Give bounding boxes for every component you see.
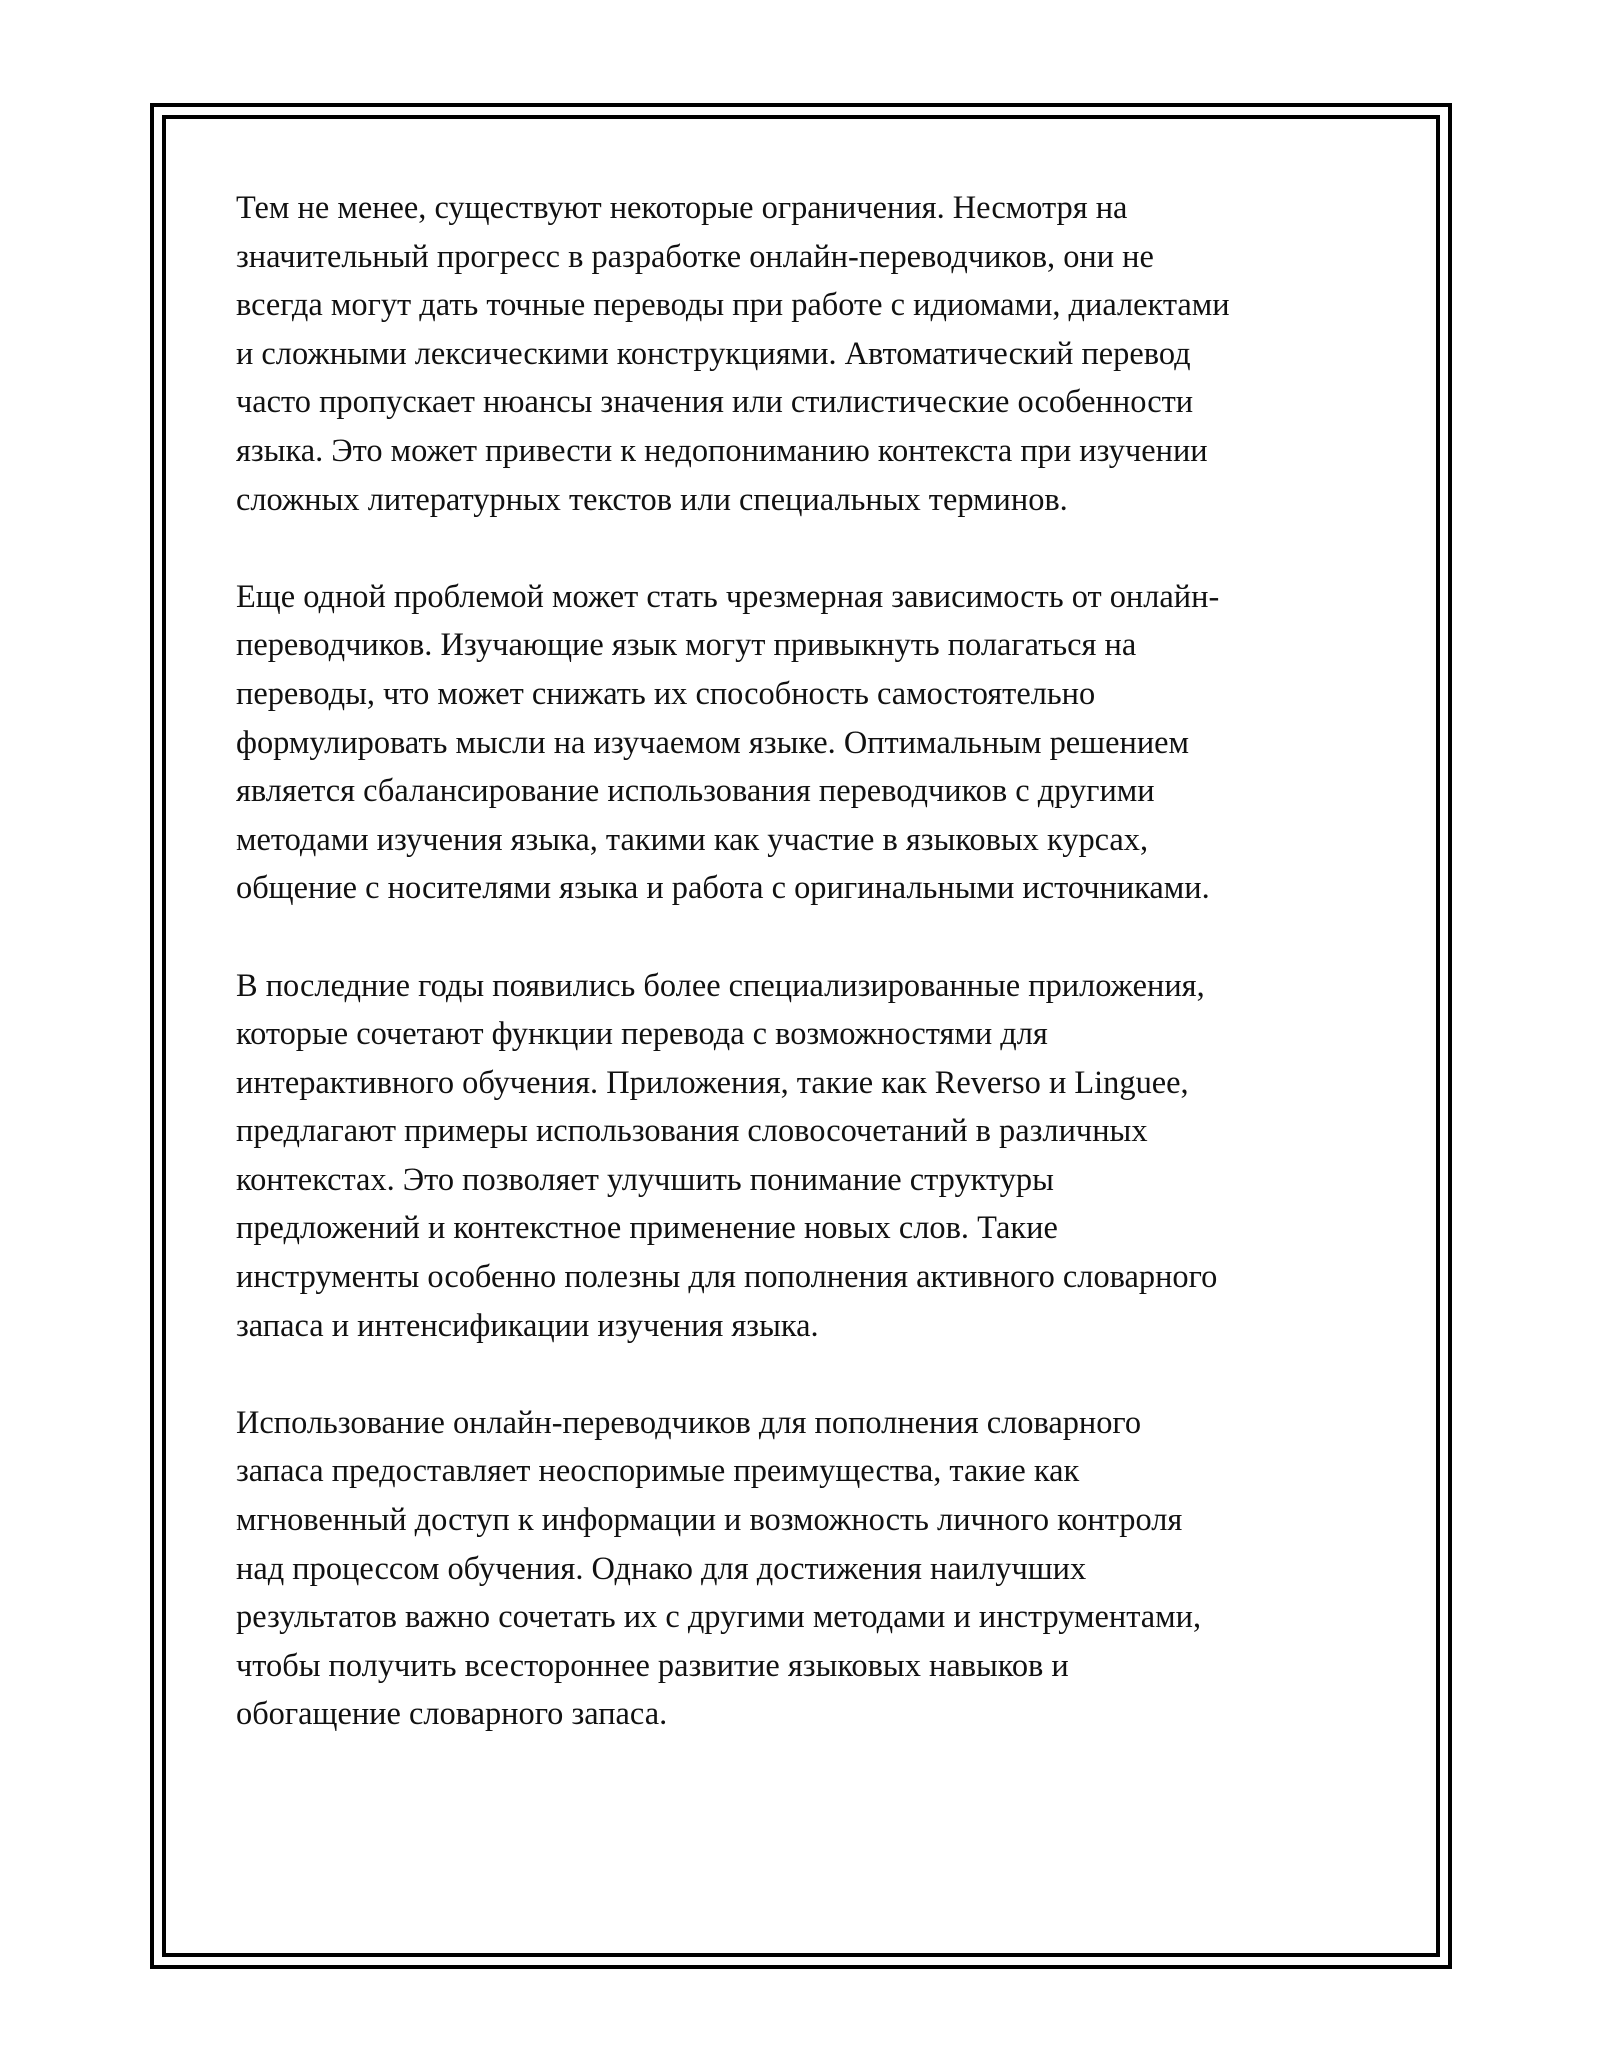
paragraph-line: формулировать мысли на изучаемом языке. Оптимальным решением xyxy=(236,724,1190,761)
paragraph-line: является сбалансирование использования переводчиков с другими xyxy=(236,773,1155,810)
paragraph-line: предлагают примеры использования словосочетаний в различных xyxy=(236,1113,1148,1150)
paragraph-line: контекстах. Это позволяет улучшить понимание структуры xyxy=(236,1161,1054,1198)
paragraph-line: над процессом обучения. Однако для достижения наилучших xyxy=(236,1550,1087,1587)
paragraph-1 xyxy=(236,184,1376,524)
paragraph-line: обогащение словарного запаса. xyxy=(236,1696,668,1733)
paragraph-line: предложений и контекстное применение новых слов. Такие xyxy=(236,1210,1058,1247)
paragraph-line: и сложными лексическими конструкциями. Автоматический перевод xyxy=(236,335,1191,372)
paragraph-line: языка. Это может привести к недопониманию контекста при изучении xyxy=(236,432,1208,469)
document-body xyxy=(236,184,1376,1788)
paragraph-line: всегда могут дать точные переводы при работе с идиомами, диалектами xyxy=(236,287,1230,324)
paragraph-line: инструменты особенно полезны для пополнения активного словарного xyxy=(236,1259,1218,1296)
paragraph-line: чтобы получить всестороннее развитие языковых навыков и xyxy=(236,1647,1069,1684)
paragraph-line: Тем не менее, существуют некоторые ограничения. Несмотря на xyxy=(236,190,1128,226)
paragraph-line: Использование онлайн-переводчиков для пополнения словарного xyxy=(236,1404,1142,1441)
paragraph-line: переводы, что может снижать их способность самостоятельно xyxy=(236,675,1096,712)
paragraph-4 xyxy=(236,1399,1376,1739)
paragraph-line: сложных литературных текстов или специальных терминов. xyxy=(236,481,1068,518)
paragraph-line: часто пропускает нюансы значения или стилистические особенности xyxy=(236,384,1194,421)
paragraph-line: общение с носителями языка и работа с оригинальными источниками. xyxy=(236,870,1210,907)
paragraph-line: результатов важно сочетать их с другими методами и инструментами, xyxy=(236,1599,1202,1636)
paragraph-line: Еще одной проблемой может стать чрезмерная зависимость от онлайн- xyxy=(236,578,1220,615)
paragraph-line: В последние годы появились более специализированные приложения, xyxy=(236,967,1205,1004)
paragraph-line: переводчиков. Изучающие язык могут привыкнуть полагаться на xyxy=(236,627,1137,664)
paragraph-line: значительный прогресс в разработке онлайн-переводчиков, они не xyxy=(236,238,1154,275)
paragraph-line: запаса предоставляет неоспоримые преимущества, такие как xyxy=(236,1453,1080,1490)
paragraph-line: которые сочетают функции перевода с возможностями для xyxy=(236,1016,1048,1053)
paragraph-3 xyxy=(236,962,1376,1351)
paragraph-2 xyxy=(236,573,1376,913)
paragraph-line: методами изучения языка, такими как участие в языковых курсах, xyxy=(236,821,1149,858)
paragraph-line: интерактивного обучения. Приложения, такие как Reverso и Linguee, xyxy=(236,1064,1189,1101)
paragraph-line: запаса и интенсификации изучения языка. xyxy=(236,1307,819,1344)
paragraph-line: мгновенный доступ к информации и возможность личного контроля xyxy=(236,1502,1183,1539)
